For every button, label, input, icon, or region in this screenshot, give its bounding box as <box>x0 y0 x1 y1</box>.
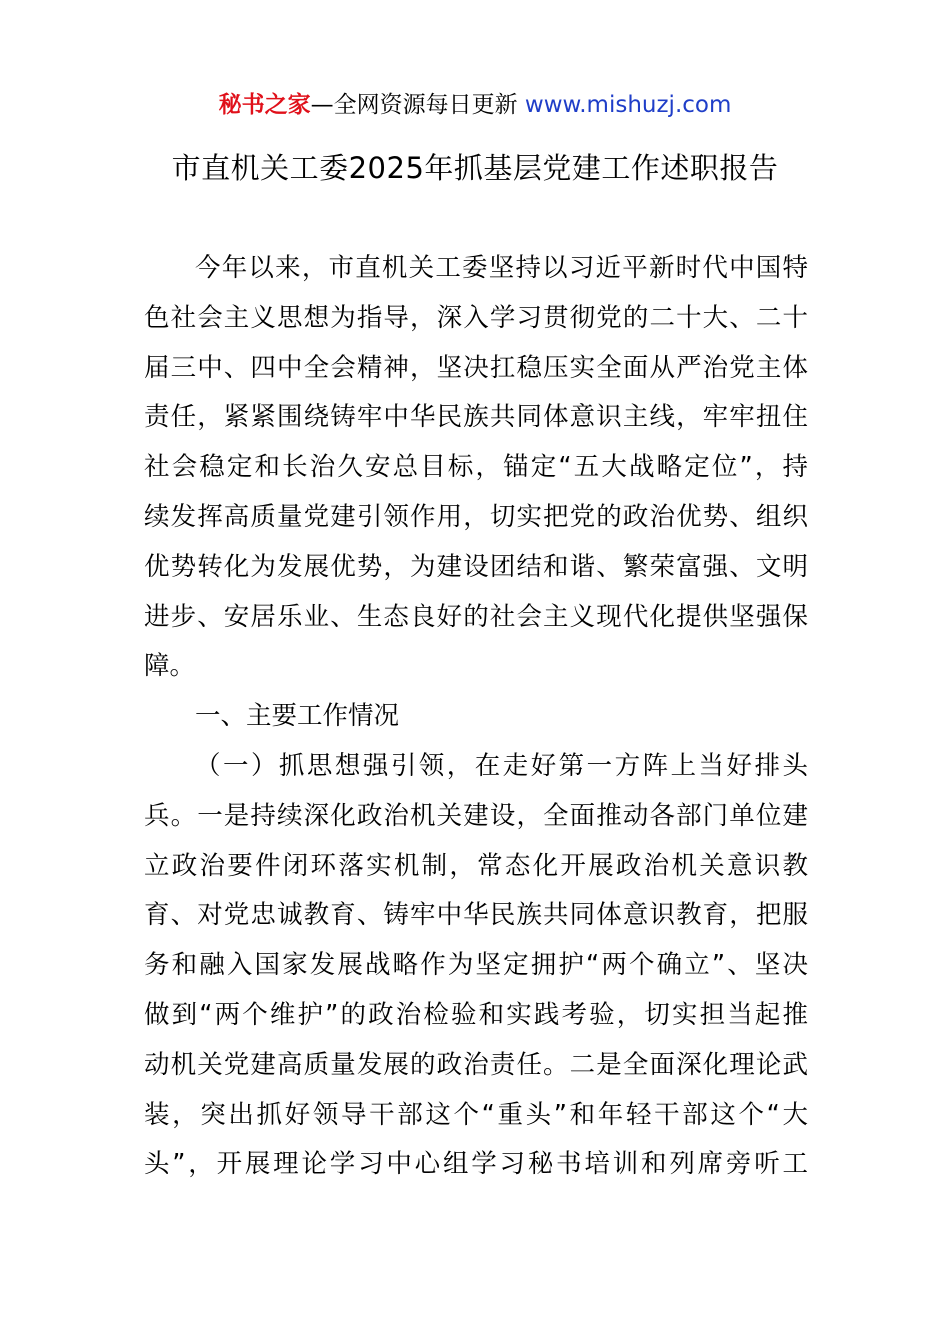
body-line: 育、对党忠诚教育、铸牢中华民族共同体意识教育，把服 <box>144 900 808 931</box>
site-name: 秘书之家 <box>218 92 311 118</box>
body-line: 优势转化为发展优势，为建设团结和谐、繁荣富强、文明 <box>144 551 808 582</box>
site-header <box>0 88 950 122</box>
body-line: 立政治要件闭环落实机制，常态化开展政治机关意识教 <box>144 850 808 881</box>
subsection-heading-line: （一）抓思想强引领，在走好第一方阵上当好排头 <box>195 750 808 781</box>
body-line: 续发挥高质量党建引领作用，切实把党的政治优势、组织 <box>144 501 808 532</box>
body-line: 头”，开展理论学习中心组学习秘书培训和列席旁听工 <box>144 1149 808 1180</box>
body-line: 兵。一是持续深化政治机关建设，全面推动各部门单位建 <box>144 800 808 831</box>
body-line: 色社会主义思想为指导，深入学习贯彻党的二十大、二十 <box>144 302 808 333</box>
document-body <box>144 244 808 1190</box>
body-line: 装，突出抓好领导干部这个“重头”和年轻干部这个“大 <box>144 1099 808 1130</box>
body-line: 届三中、四中全会精神，坚决扛稳压实全面从严治党主体 <box>144 352 808 383</box>
body-line: 进步、安居乐业、生态良好的社会主义现代化提供坚强保 <box>144 601 808 632</box>
body-line: 障。 <box>144 651 196 682</box>
body-line: 动机关党建高质量发展的政治责任。二是全面深化理论武 <box>144 1049 808 1080</box>
body-line: 社会稳定和长治久安总目标，锚定“五大战略定位”，持 <box>144 452 808 483</box>
body-line: 做到“两个维护”的政治检验和实践考验，切实担当起推 <box>144 999 808 1030</box>
body-line: 务和融入国家发展战略作为坚定拥护“两个确立”、坚决 <box>144 950 808 981</box>
site-url-link[interactable]: www.mishuzj.com <box>524 92 732 118</box>
body-line: 责任，紧紧围绕铸牢中华民族共同体意识主线，牢牢扭住 <box>144 402 808 433</box>
site-tagline: 全网资源每日更新 <box>333 92 518 118</box>
section-heading: 一、主要工作情况 <box>195 701 400 732</box>
body-line: 今年以来，市直机关工委坚持以习近平新时代中国特 <box>195 253 808 283</box>
document-title: 市直机关工委2025年抓基层党建工作述职报告 <box>171 151 779 185</box>
header-dash: — <box>310 92 334 118</box>
